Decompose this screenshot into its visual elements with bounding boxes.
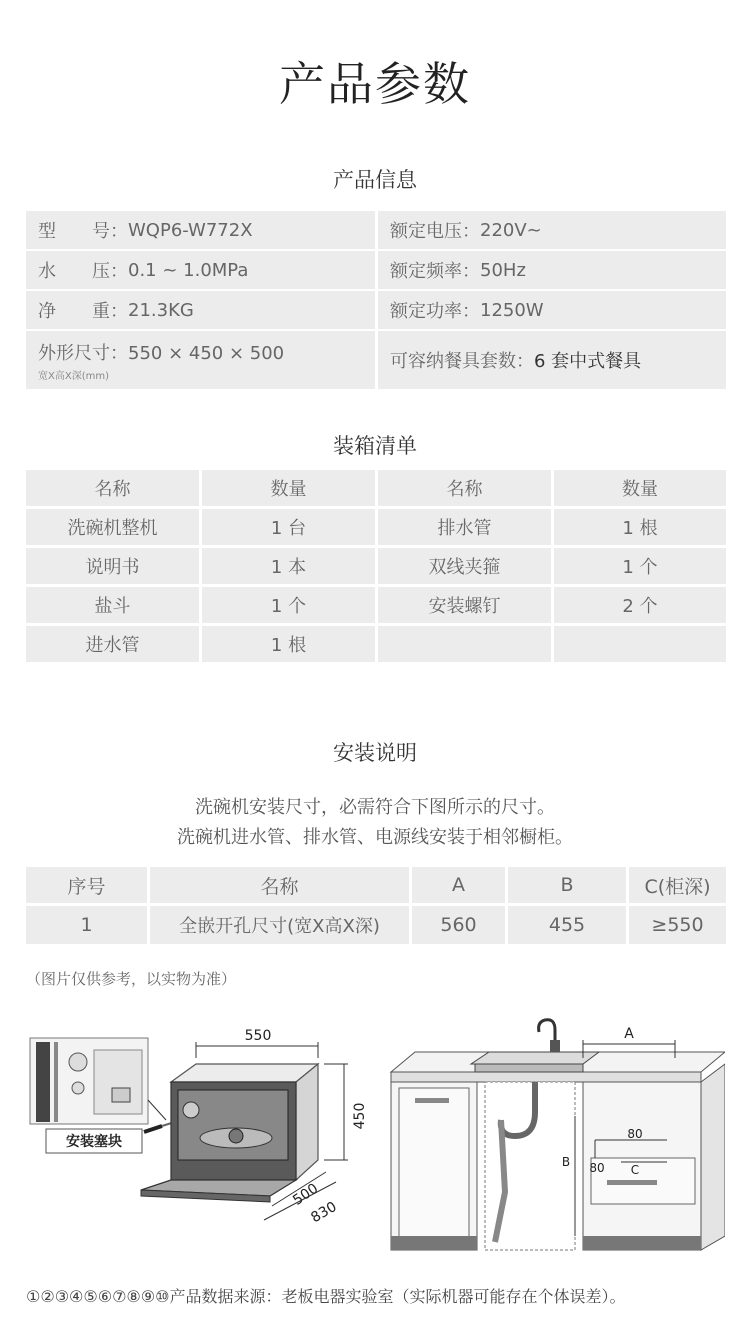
installation-block-label: 安装塞块	[66, 1134, 122, 1150]
packing-cell	[554, 626, 726, 662]
packing-cell: 1 根	[554, 509, 726, 545]
install-cell: 全嵌开孔尺寸(宽X高X深)	[150, 906, 409, 944]
packing-cell: 1 台	[202, 509, 375, 545]
install-cell: 1	[26, 906, 147, 944]
packing-cell: 进水管	[26, 626, 199, 662]
packing-header-name-1: 名称	[26, 470, 199, 506]
product-info-heading: 产品信息	[333, 168, 417, 192]
packing-cell: 2 个	[554, 587, 726, 623]
install-header-c: C(柜深)	[629, 867, 726, 903]
install-heading: 安装说明	[333, 741, 417, 765]
packing-cell: 安装螺钉	[378, 587, 551, 623]
cabinet-dim-80-side: 80	[589, 1161, 605, 1175]
cabinet-diagram	[385, 1012, 725, 1262]
install-cell: 560	[412, 906, 505, 944]
packing-list-heading: 装箱清单	[333, 434, 417, 458]
dishwasher-body	[141, 1064, 318, 1202]
dimension-note: 宽X高X深(mm)	[38, 370, 109, 382]
packing-cell: 1 个	[202, 587, 375, 623]
cabinet-handle	[415, 1098, 449, 1103]
packing-cell: 1 根	[202, 626, 375, 662]
install-cell: 455	[508, 906, 626, 944]
packing-cell: 排水管	[378, 509, 551, 545]
install-cell: ≥550	[629, 906, 726, 944]
install-header-b: B	[508, 867, 626, 903]
data-source-footnote: ①②③④⑤⑥⑦⑧⑨⑩产品数据来源：老板电器实验室（实际机器可能存在个体误差）。	[26, 1287, 626, 1306]
packing-header-name-2: 名称	[378, 470, 551, 506]
install-line-1: 洗碗机安装尺寸，必需符合下图所示的尺寸。	[195, 797, 555, 818]
cabinet-dim-a: A	[624, 1026, 634, 1042]
info-cell-net-weight: 净 重： 21.3KG	[26, 291, 375, 329]
packing-cell: 洗碗机整机	[26, 509, 199, 545]
sink	[471, 1052, 599, 1072]
install-header-name: 名称	[150, 867, 409, 903]
packing-cell: 1 本	[202, 548, 375, 584]
info-cell-frequency: 额定频率： 50Hz	[378, 251, 726, 289]
install-header-a: A	[412, 867, 505, 903]
image-reference-note: （图片仅供参考，以实物为准）	[26, 970, 237, 988]
drawer-handle	[607, 1180, 657, 1185]
faucet-icon	[539, 1020, 560, 1052]
packing-header-qty-2: 数量	[554, 470, 726, 506]
inset-detail-image	[30, 1038, 148, 1124]
packing-header-qty-1: 数量	[202, 470, 375, 506]
cabinet-dim-c: C	[630, 1163, 640, 1177]
info-cell-capacity: 可容纳餐具套数： 6 套中式餐具	[378, 331, 726, 389]
info-cell-voltage: 额定电压： 220V~	[378, 211, 726, 249]
dishwasher-diagram	[26, 1020, 376, 1240]
install-line-2: 洗碗机进水管、排水管、电源线安装于相邻橱柜。	[177, 827, 573, 848]
install-header-index: 序号	[26, 867, 147, 903]
dim-open-label: 830	[308, 1198, 340, 1227]
dim-depth-label: 500	[290, 1180, 322, 1209]
info-cell-dimensions: 外形尺寸：550 × 450 × 500 宽X高X深(mm)	[26, 331, 375, 389]
dim-height-label: 450	[352, 1102, 368, 1130]
packing-cell: 1 个	[554, 548, 726, 584]
dim-width-label: 550	[244, 1028, 272, 1044]
cabinet-dim-80-top: 80	[627, 1127, 643, 1141]
cabinet-dim-b: B	[561, 1155, 571, 1169]
packing-cell: 盐斗	[26, 587, 199, 623]
info-cell-water-pressure: 水 压： 0.1 ~ 1.0MPa	[26, 251, 375, 289]
packing-cell: 双线夹箍	[378, 548, 551, 584]
packing-cell: 说明书	[26, 548, 199, 584]
info-cell-power: 额定功率： 1250W	[378, 291, 726, 329]
packing-cell	[378, 626, 551, 662]
info-cell-model: 型 号： WQP6-W772X	[26, 211, 375, 249]
page-title: 产品参数	[279, 57, 471, 111]
